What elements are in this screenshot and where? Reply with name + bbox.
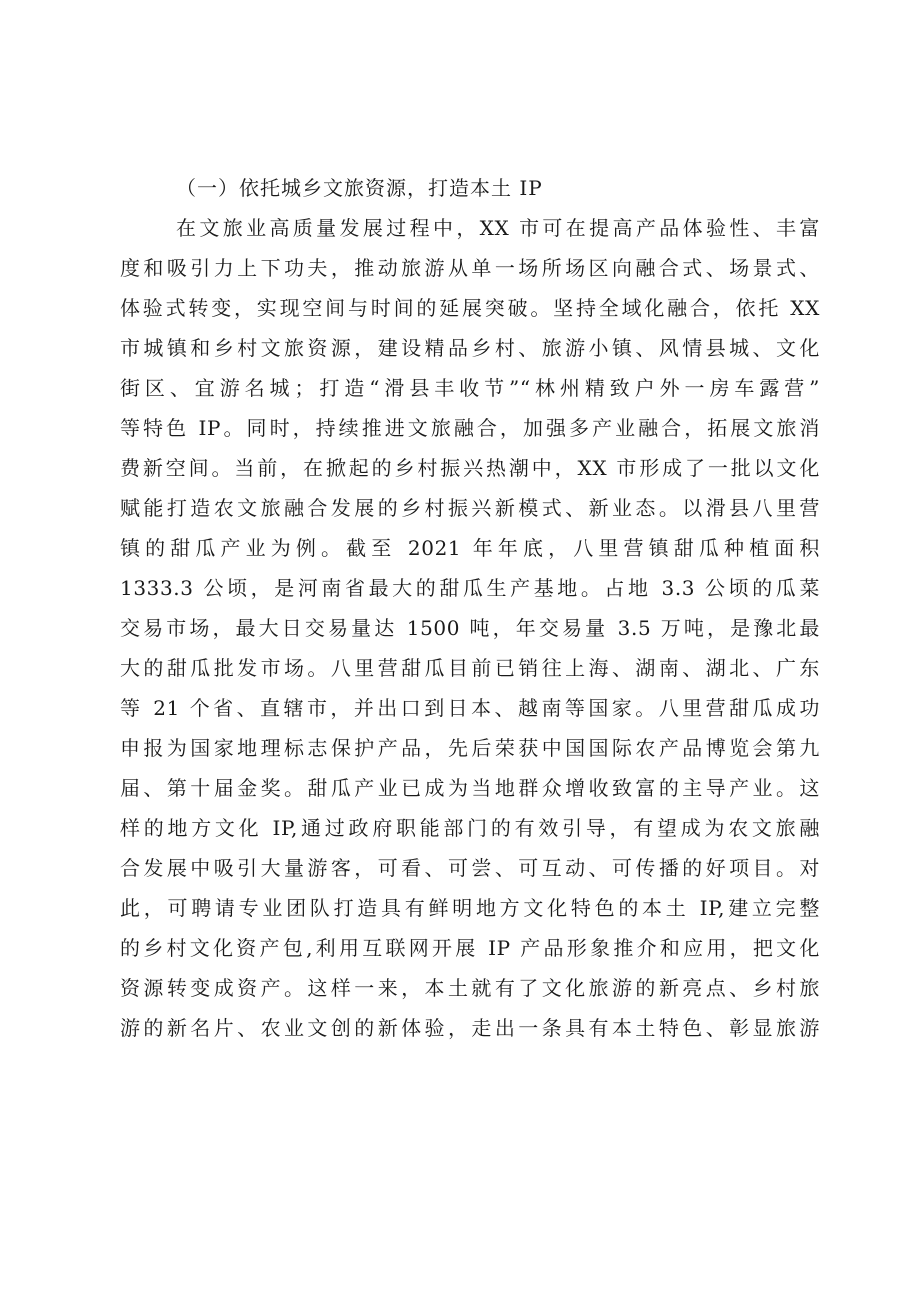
paragraph-line: 市城镇和乡村文旅资源，建设精品乡村、旅游小镇、风情县城、文化 xyxy=(120,336,820,360)
paragraph-line: 合发展中吸引大量游客，可看、可尝、可互动、可传播的好项目。对 xyxy=(120,856,820,880)
paragraph-line: 游的新名片、农业文创的新体验，走出一条具有本土特色、彰显旅游 xyxy=(120,1016,820,1040)
paragraph-line: 届、第十届金奖。甜瓜产业已成为当地群众增收致富的主导产业。这 xyxy=(120,776,820,800)
paragraph-line: 申报为国家地理标志保护产品，先后荣获中国国际农产品博览会第九 xyxy=(120,736,820,760)
paragraph-line: 体验式转变，实现空间与时间的延展突破。坚持全域化融合，依托 XX xyxy=(120,296,820,320)
document-body xyxy=(120,168,820,1048)
paragraph-line: 的乡村文化资产包,利用互联网开展 IP 产品形象推介和应用，把文化 xyxy=(120,936,820,960)
paragraph-line: 1333.3 公顷，是河南省最大的甜瓜生产基地。占地 3.3 公顷的瓜菜 xyxy=(120,576,820,600)
paragraph-line: 在文旅业高质量发展过程中，XX 市可在提高产品体验性、丰富 xyxy=(176,216,820,240)
paragraph-line: 等特色 IP。同时，持续推进文旅融合，加强多产业融合，拓展文旅消 xyxy=(120,416,820,440)
section-heading: （一）依托城乡文旅资源，打造本土 IP xyxy=(176,176,543,200)
paragraph-line: 样的地方文化 IP,通过政府职能部门的有效引导，有望成为农文旅融 xyxy=(120,816,820,840)
paragraph-line: 此，可聘请专业团队打造具有鲜明地方文化特色的本土 IP,建立完整 xyxy=(120,896,820,920)
paragraph-line: 费新空间。当前，在掀起的乡村振兴热潮中，XX 市形成了一批以文化 xyxy=(120,456,820,480)
paragraph-line: 街区、宜游名城；打造“滑县丰收节”“林州精致户外一房车露营” xyxy=(120,376,820,400)
paragraph-line: 交易市场，最大日交易量达 1500 吨，年交易量 3.5 万吨，是豫北最 xyxy=(120,616,820,640)
paragraph-line: 赋能打造农文旅融合发展的乡村振兴新模式、新业态。以滑县八里营 xyxy=(120,496,820,520)
paragraph-line: 度和吸引力上下功夫，推动旅游从单一场所场区向融合式、场景式、 xyxy=(120,256,820,280)
paragraph-line: 大的甜瓜批发市场。八里营甜瓜目前已销往上海、湖南、湖北、广东 xyxy=(120,656,820,680)
paragraph-line: 等 21 个省、直辖市，并出口到日本、越南等国家。八里营甜瓜成功 xyxy=(120,696,820,720)
paragraph-line: 镇的甜瓜产业为例。截至 2021 年年底，八里营镇甜瓜种植面积 xyxy=(120,536,820,560)
paragraph-line: 资源转变成资产。这样一来，本土就有了文化旅游的新亮点、乡村旅 xyxy=(120,976,820,1000)
